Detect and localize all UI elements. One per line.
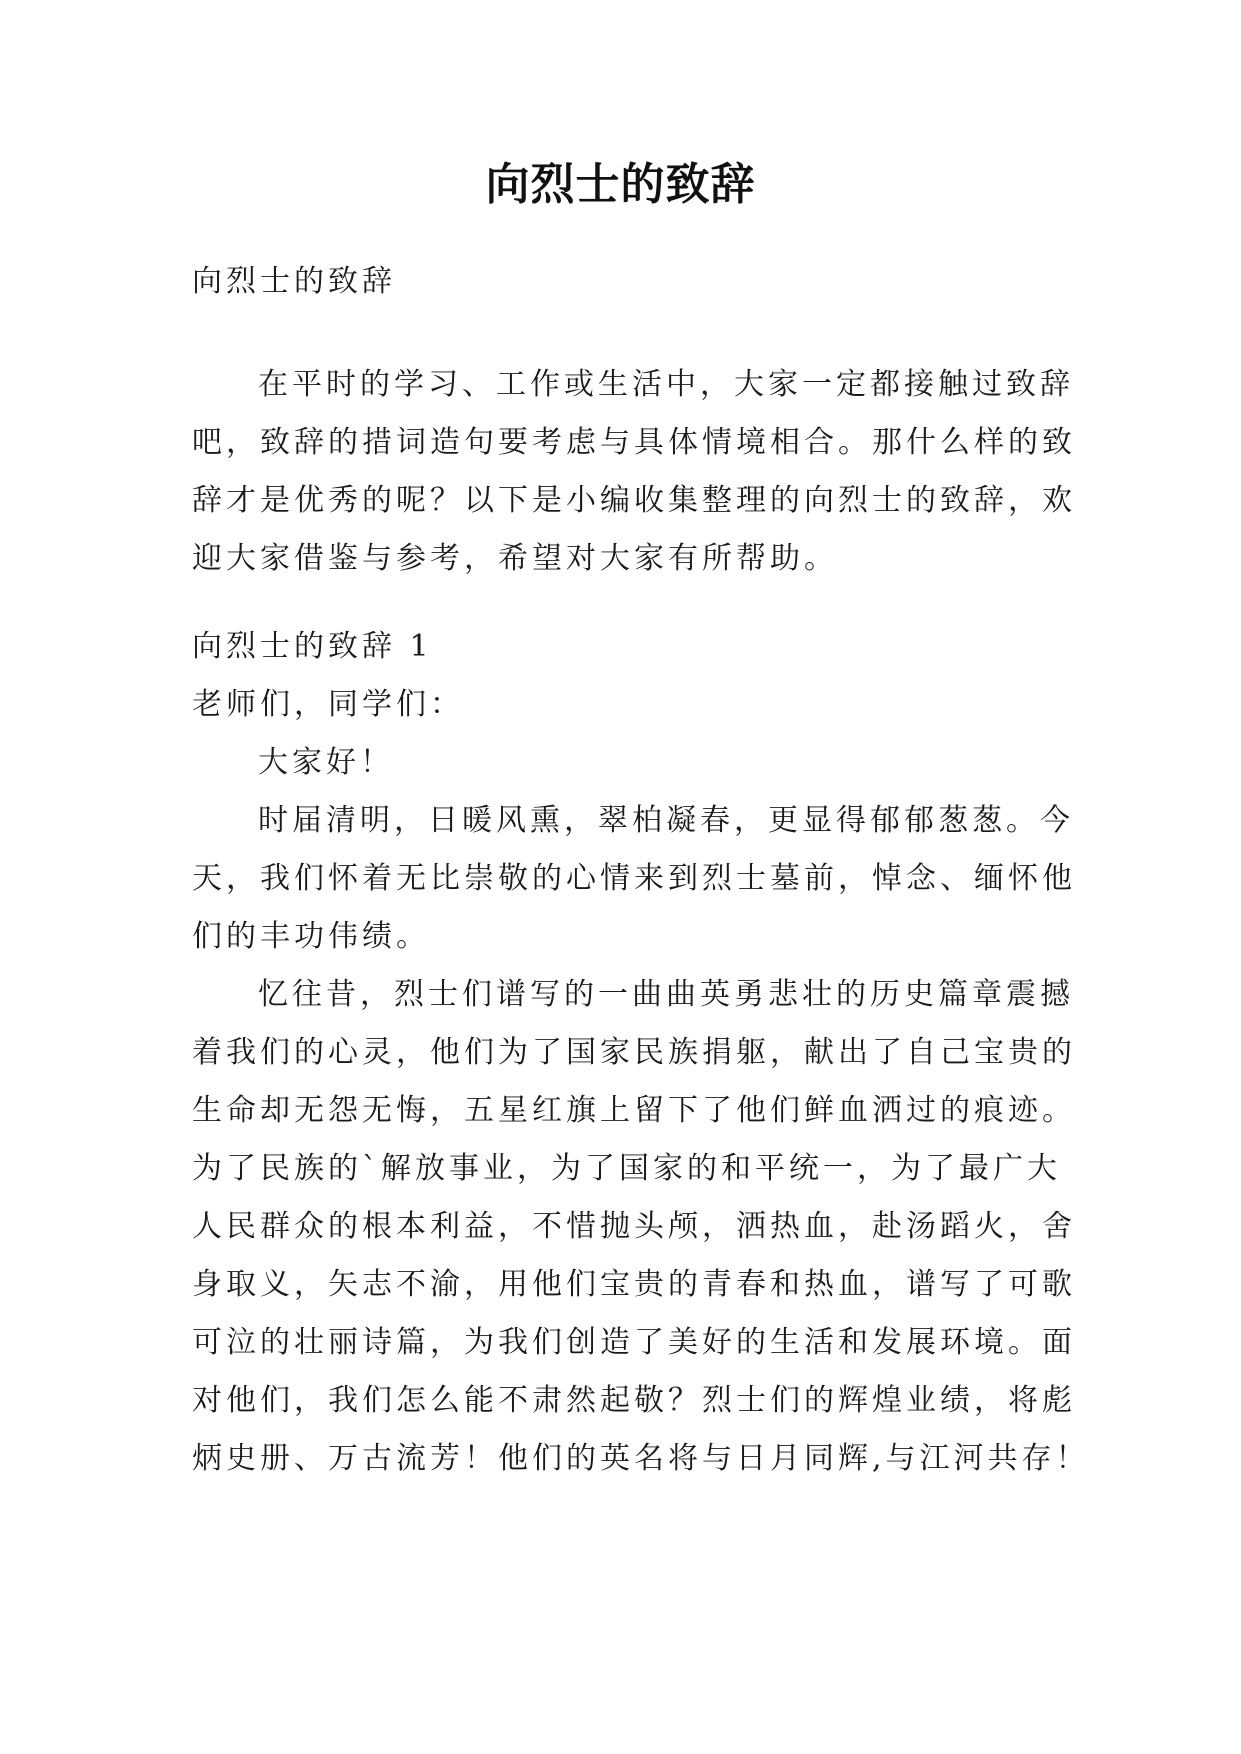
intro-line: 吧，致辞的措词造句要考虑与具体情境相合。那什么样的致 [192,425,1076,460]
para1-line: 天，我们怀着无比崇敬的心情来到烈士墓前，悼念、缅怀他 [192,861,1076,896]
intro-line: 迎大家借鉴与参考，希望对大家有所帮助。 [192,541,838,576]
intro-line: 在平时的学习、工作或生活中，大家一定都接触过致辞 [258,367,1074,402]
para1-line: 们的丰功伟绩。 [192,919,430,954]
subtitle-line: 向烈士的致辞 [192,264,396,299]
section-heading: 向烈士的致辞 1 [192,629,433,664]
para1-line: 时届清明，日暖风熏，翠柏凝春，更显得郁郁葱葱。今 [258,803,1074,838]
salutation: 老师们，同学们： [192,687,464,722]
para2-line: 着我们的心灵，他们为了国家民族捐躯，献出了自己宝贵的 [192,1035,1076,1070]
speech-body [192,618,1090,1488]
para2-line: 可泣的壮丽诗篇，为我们创造了美好的生活和发展环境。面 [192,1325,1076,1360]
para2-line: 人民群众的根本利益，不惜抛头颅，洒热血，赴汤蹈火，舍 [192,1209,1076,1244]
para2-line: 生命却无怨无悔，五星红旗上留下了他们鲜血洒过的痕迹。 [192,1093,1076,1128]
para2-line: 忆往昔，烈士们谱写的一曲曲英勇悲壮的历史篇章震撼 [258,977,1074,1012]
document-subtitle [192,253,1062,311]
para2-line: 为了民族的`解放事业，为了国家的和平统一，为了最广大 [192,1151,1061,1186]
para2-line: 身取义，矢志不渝，用他们宝贵的青春和热血，谱写了可歌 [192,1267,1076,1302]
intro-paragraph [192,356,1076,588]
para2-line: 对他们，我们怎么能不肃然起敬？烈士们的辉煌业绩，将彪 [192,1383,1076,1418]
greeting: 大家好！ [258,745,394,780]
para2-line: 炳史册、万古流芳！他们的英名将与日月同辉,与江河共存！ [192,1441,1090,1476]
intro-line: 辞才是优秀的呢？以下是小编收集整理的向烈士的致辞，欢 [192,483,1076,518]
document-title: 向烈士的致辞 [485,159,756,210]
